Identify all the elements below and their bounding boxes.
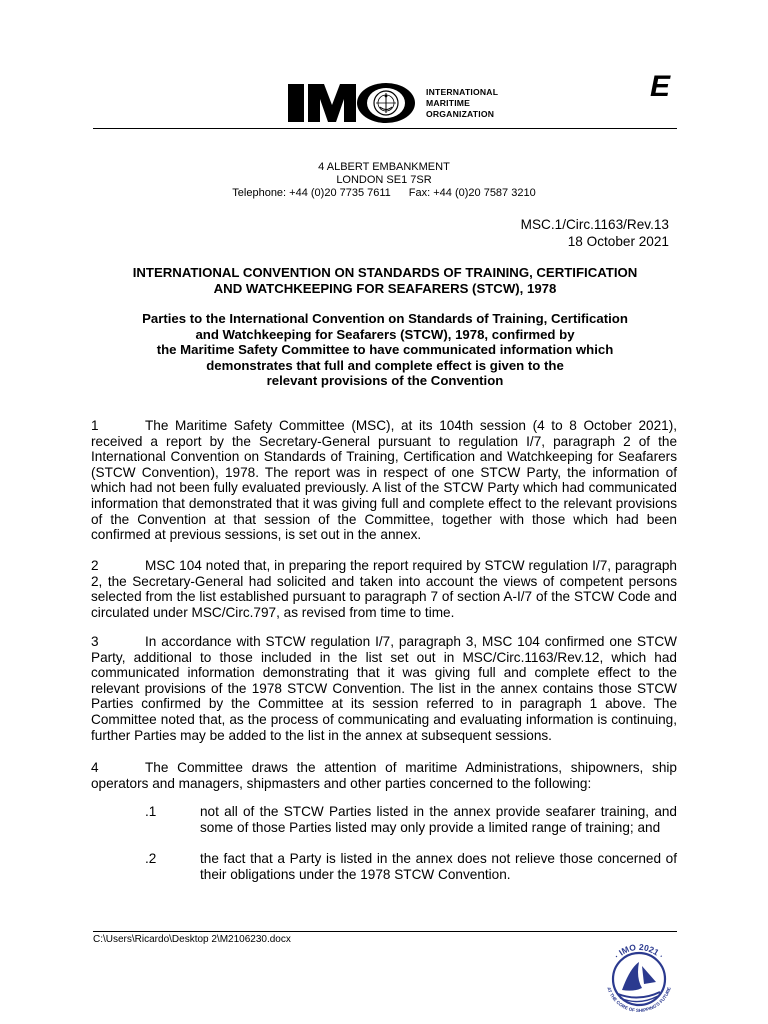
paragraph-text: The Committee draws the attention of maritime Administrations, shipowners, ship operators and managers, shipmasters and other parties concerned to the following: <box>91 760 677 791</box>
paragraph-number: 3 <box>91 634 99 649</box>
document-title <box>93 265 677 296</box>
subtitle-line-4: demonstrates that full and complete effect is given to the <box>206 357 564 373</box>
title-line-2: AND WATCHKEEPING FOR SEAFARERS (STCW), 1978 <box>213 280 557 296</box>
paragraph-text: In accordance with STCW regulation I/7, paragraph 3, MSC 104 confirmed one STCW Party, additional to those included in the list set out in MSC/Circ.1163/Rev.12, which had communicated information demonstrating that it was giving full and complete effect to the relevant provisions of the 1978 STCW Convention. The list in the annex contains those STCW Parties confirmed by the Committee at its session referred to in paragraph 1 above. The Committee noted that, as the process of communicating and evaluating information is continuing, further Parties may be added to the list in the annex at subsequent sessions. <box>91 634 677 743</box>
header-divider <box>93 128 677 129</box>
imo-logo <box>286 80 498 126</box>
logo-text <box>426 87 498 120</box>
document-subtitle <box>93 311 677 389</box>
fax: Fax: +44 (0)20 7587 3210 <box>408 187 536 199</box>
language-code: E <box>649 70 670 103</box>
paragraph-1 <box>91 418 677 543</box>
svg-text:· IMO 2021 · <box>612 942 666 961</box>
footer-file-path: C:\Users\Ricardo\Desktop 2\M2106230.docx <box>93 934 291 945</box>
list-item-1 <box>145 804 677 835</box>
subtitle-line-3: the Maritime Safety Committee to have communicated information which <box>156 342 614 357</box>
footer-divider <box>93 931 677 932</box>
document-reference <box>521 216 669 250</box>
imo-wordmark-icon <box>286 81 418 125</box>
list-item-text: the fact that a Party is listed in the annex does not relieve those concerned of their obligations under the 1978 STCW Convention. <box>200 851 677 882</box>
subtitle-line-2: and Watchkeeping for Seafarers (STCW), 1978, confirmed by <box>195 326 575 342</box>
imo-2021-seal-icon <box>598 938 680 1020</box>
document-date: 18 October 2021 <box>567 234 669 249</box>
subtitle-line-1: Parties to the International Convention on Standards of Training, Certification <box>142 311 628 326</box>
paragraph-number: 2 <box>91 558 99 573</box>
contact-line <box>0 187 768 200</box>
paragraph-3 <box>91 634 677 743</box>
seal-top-text: · IMO 2021 · <box>612 941 666 961</box>
address-block <box>0 161 768 200</box>
logo-line-maritime: MARITIME <box>426 97 471 108</box>
paragraph-number: 4 <box>91 760 99 775</box>
list-item-number: .2 <box>145 851 157 866</box>
list-item-text: not all of the STCW Parties listed in the annex provide seafarer training, and some of those Parties listed may only provide a limited range of training; and <box>200 804 677 835</box>
list-item-2 <box>145 851 677 882</box>
paragraph-2 <box>91 558 677 620</box>
paragraph-4 <box>91 760 677 791</box>
address-line-1: 4 ALBERT EMBANKMENT <box>318 161 450 173</box>
paragraph-text: MSC 104 noted that, in preparing the report required by STCW regulation I/7, paragraph 2, the Secretary-General had solicited and taken into account the views of competent persons selected from the list established pursuant to paragraph 7 of section A-I/7 of the STCW Code and circulated under MSC/Circ.797, as revised from time to time. <box>91 558 677 620</box>
title-line-1: INTERNATIONAL CONVENTION ON STANDARDS OF TRAINING, CERTIFICATION <box>132 265 638 280</box>
paragraph-number: 1 <box>91 418 99 433</box>
logo-line-international: INTERNATIONAL <box>426 86 499 97</box>
seal-bottom-text: AT THE CORE OF SHIPPING'S FUTURE <box>606 986 672 1014</box>
address-line-2: LONDON SE1 7SR <box>336 174 432 186</box>
document-number: MSC.1/Circ.1163/Rev.13 <box>520 217 669 232</box>
logo-line-organization: ORGANIZATION <box>426 108 495 119</box>
telephone: Telephone: +44 (0)20 7735 7611 <box>232 187 391 199</box>
subtitle-line-5: relevant provisions of the Convention <box>266 373 504 388</box>
paragraph-text: The Maritime Safety Committee (MSC), at its 104th session (4 to 8 October 2021), received a report by the Secretary-General pursuant to regulation I/7, paragraph 2 of the International Convention on Standards of Training, Certification and Watchkeeping for Seafarers (STCW Convention), 1978. The report was in respect of one STCW Party, the information of which had not been fully evaluated previously. A list of the STCW Party which had communicated information that demonstrated that it was giving full and complete effect to the relevant provisions of the Convention at that session of the Committee, together with those which had been confirmed at previous sessions, is set out in the annex. <box>91 418 677 543</box>
list-item-number: .1 <box>145 804 157 819</box>
